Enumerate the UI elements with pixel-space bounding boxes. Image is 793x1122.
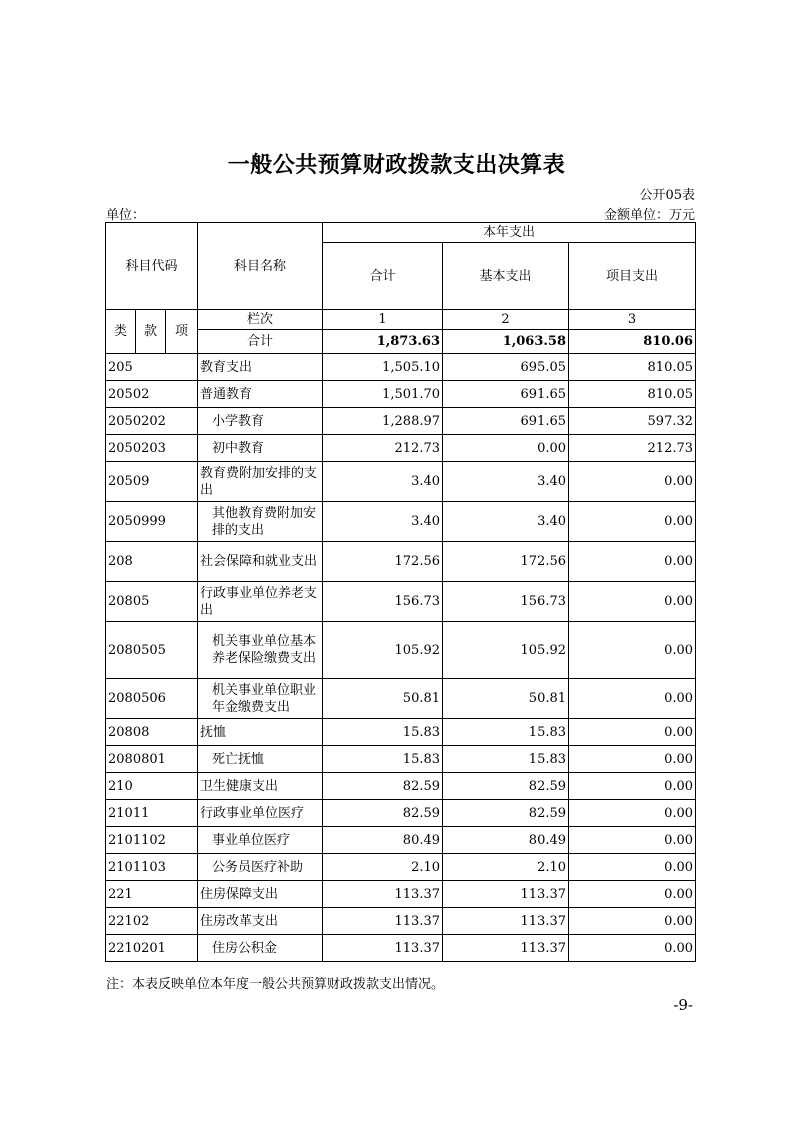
- table-row: [106, 746, 696, 773]
- header-lei: 类: [106, 310, 136, 354]
- row-basic: 15.83: [443, 746, 569, 773]
- total-label: 合计: [198, 330, 323, 354]
- row-basic: 691.65: [443, 408, 569, 435]
- row-project: 0.00: [569, 827, 696, 854]
- row-project: 0.00: [569, 582, 696, 622]
- header-code: 科目代码: [106, 223, 198, 310]
- row-project: 0.00: [569, 746, 696, 773]
- row-name: 小学教育: [198, 408, 323, 435]
- row-code: 2050202: [106, 408, 198, 435]
- row-project: 810.05: [569, 381, 696, 408]
- total-basic: 1,063.58: [443, 330, 569, 354]
- table-row: [106, 719, 696, 746]
- row-name: 机关事业单位基本养老保险缴费支出: [198, 622, 323, 679]
- table-row: [106, 622, 696, 679]
- row-basic: 113.37: [443, 908, 569, 935]
- row-total: 1,288.97: [323, 408, 443, 435]
- row-code: 2050203: [106, 435, 198, 462]
- row-code: 2050999: [106, 502, 198, 542]
- row-basic: 105.92: [443, 622, 569, 679]
- table-row: [106, 582, 696, 622]
- header-kuan: 款: [136, 310, 166, 354]
- row-basic: 82.59: [443, 800, 569, 827]
- row-total: 80.49: [323, 827, 443, 854]
- row-project: 810.05: [569, 354, 696, 381]
- row-code: 210: [106, 773, 198, 800]
- row-basic: 15.83: [443, 719, 569, 746]
- row-total: 113.37: [323, 935, 443, 962]
- row-project: 0.00: [569, 679, 696, 719]
- table-row: [106, 381, 696, 408]
- row-code: 20509: [106, 462, 198, 502]
- row-project: 0.00: [569, 908, 696, 935]
- row-project: 0.00: [569, 773, 696, 800]
- row-basic: 695.05: [443, 354, 569, 381]
- row-code: 2080505: [106, 622, 198, 679]
- table-row: [106, 881, 696, 908]
- row-total: 2.10: [323, 854, 443, 881]
- row-project: 0.00: [569, 462, 696, 502]
- row-total: 3.40: [323, 502, 443, 542]
- row-basic: 113.37: [443, 881, 569, 908]
- row-name: 行政事业单位养老支出: [198, 582, 323, 622]
- row-name: 公务员医疗补助: [198, 854, 323, 881]
- row-name: 行政事业单位医疗: [198, 800, 323, 827]
- row-project: 0.00: [569, 502, 696, 542]
- row-code: 221: [106, 881, 198, 908]
- table-row: [106, 502, 696, 542]
- row-total: 105.92: [323, 622, 443, 679]
- table-row: [106, 800, 696, 827]
- row-total: 113.37: [323, 908, 443, 935]
- header-name: 科目名称: [198, 223, 323, 310]
- header-total: 合计: [323, 243, 443, 310]
- row-project: 0.00: [569, 800, 696, 827]
- row-code: 205: [106, 354, 198, 381]
- row-name: 教育费附加安排的支出: [198, 462, 323, 502]
- row-basic: 3.40: [443, 502, 569, 542]
- row-basic: 2.10: [443, 854, 569, 881]
- row-code: 2101103: [106, 854, 198, 881]
- row-total: 82.59: [323, 773, 443, 800]
- row-total: 212.73: [323, 435, 443, 462]
- row-project: 0.00: [569, 719, 696, 746]
- row-name: 社会保障和就业支出: [198, 542, 323, 582]
- row-project: 0.00: [569, 935, 696, 962]
- row-total: 3.40: [323, 462, 443, 502]
- row-basic: 156.73: [443, 582, 569, 622]
- row-total: 1,505.10: [323, 354, 443, 381]
- header-col-label: 栏次: [198, 310, 323, 330]
- total-project: 810.06: [569, 330, 696, 354]
- row-basic: 3.40: [443, 462, 569, 502]
- table-row: [106, 854, 696, 881]
- row-name: 其他教育费附加安排的支出: [198, 502, 323, 542]
- row-project: 0.00: [569, 622, 696, 679]
- expenditure-table: [105, 222, 696, 962]
- header-current-year: 本年支出: [323, 223, 696, 243]
- table-row: [106, 408, 696, 435]
- row-project: 597.32: [569, 408, 696, 435]
- row-name: 教育支出: [198, 354, 323, 381]
- table-row: [106, 462, 696, 502]
- row-total: 15.83: [323, 719, 443, 746]
- row-total: 15.83: [323, 746, 443, 773]
- row-name: 卫生健康支出: [198, 773, 323, 800]
- row-project: 0.00: [569, 542, 696, 582]
- row-code: 2080801: [106, 746, 198, 773]
- row-name: 抚恤: [198, 719, 323, 746]
- table-row: [106, 827, 696, 854]
- header-basic: 基本支出: [443, 243, 569, 310]
- row-basic: 0.00: [443, 435, 569, 462]
- row-project: 0.00: [569, 881, 696, 908]
- row-basic: 50.81: [443, 679, 569, 719]
- row-code: 2101102: [106, 827, 198, 854]
- row-code: 20502: [106, 381, 198, 408]
- table-row: [106, 679, 696, 719]
- table-row: [106, 908, 696, 935]
- page-number: -9-: [673, 996, 693, 1014]
- page-title: 一般公共预算财政拨款支出决算表: [227, 153, 566, 178]
- row-name: 事业单位医疗: [198, 827, 323, 854]
- row-name: 机关事业单位职业年金缴费支出: [198, 679, 323, 719]
- table-row: [106, 354, 696, 381]
- row-total: 172.56: [323, 542, 443, 582]
- table-row: [106, 773, 696, 800]
- row-total: 156.73: [323, 582, 443, 622]
- row-name: 普通教育: [198, 381, 323, 408]
- row-basic: 691.65: [443, 381, 569, 408]
- header-xiang: 项: [166, 310, 198, 354]
- row-name: 初中教育: [198, 435, 323, 462]
- row-name: 住房保障支出: [198, 881, 323, 908]
- row-total: 1,501.70: [323, 381, 443, 408]
- header-col2: 2: [443, 310, 569, 330]
- row-code: 20808: [106, 719, 198, 746]
- amount-unit-label: 金额单位：万元: [603, 208, 695, 223]
- table-row: [106, 435, 696, 462]
- table-row: [106, 542, 696, 582]
- header-col1: 1: [323, 310, 443, 330]
- row-code: 2210201: [106, 935, 198, 962]
- row-code: 2080506: [106, 679, 198, 719]
- row-code: 21011: [106, 800, 198, 827]
- row-total: 50.81: [323, 679, 443, 719]
- row-basic: 82.59: [443, 773, 569, 800]
- row-basic: 172.56: [443, 542, 569, 582]
- row-project: 0.00: [569, 854, 696, 881]
- header-project: 项目支出: [569, 243, 696, 310]
- row-name: 住房公积金: [198, 935, 323, 962]
- form-number: 公开05表: [639, 188, 695, 203]
- row-code: 20805: [106, 582, 198, 622]
- row-project: 212.73: [569, 435, 696, 462]
- row-total: 113.37: [323, 881, 443, 908]
- row-total: 82.59: [323, 800, 443, 827]
- table-note: 注：本表反映单位本年度一般公共预算财政拨款支出情况。: [106, 977, 445, 992]
- row-basic: 80.49: [443, 827, 569, 854]
- row-code: 208: [106, 542, 198, 582]
- unit-label: 单位：: [106, 208, 146, 223]
- row-name: 死亡抚恤: [198, 746, 323, 773]
- row-name: 住房改革支出: [198, 908, 323, 935]
- table-row: [106, 935, 696, 962]
- total-amount: 1,873.63: [323, 330, 443, 354]
- row-code: 22102: [106, 908, 198, 935]
- row-basic: 113.37: [443, 935, 569, 962]
- header-col3: 3: [569, 310, 696, 330]
